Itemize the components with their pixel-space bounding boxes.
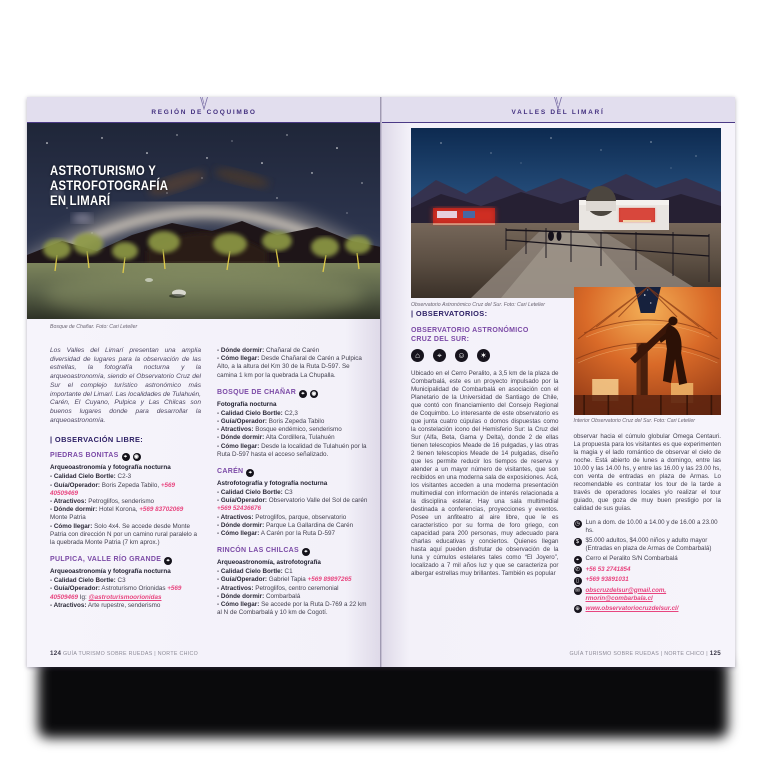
listing-title-text: PULPICA, VALLE RÍO GRANDE bbox=[50, 556, 162, 564]
milky-way-illustration bbox=[27, 123, 381, 319]
observatory-name-line1: OBSERVATORIO ASTRONÓMICO bbox=[411, 327, 529, 334]
field-value: Parque La Gallardina de Carén bbox=[264, 521, 354, 529]
field-value: Boris Zepeda Tabilo, bbox=[100, 481, 161, 489]
listing-title bbox=[50, 556, 201, 565]
globe-icon: ⊕ bbox=[575, 606, 580, 612]
clock-icon: ◷ bbox=[575, 520, 580, 527]
listing-title bbox=[217, 389, 368, 398]
listing-title bbox=[217, 468, 368, 477]
field-label: - Cómo llegar: bbox=[217, 355, 260, 363]
listing-line bbox=[217, 434, 368, 442]
field-label: - Atractivos: bbox=[217, 584, 254, 592]
astrophotography-icon: ✶ bbox=[477, 349, 490, 362]
telescope-badge-icon: ⌖ bbox=[246, 469, 254, 477]
field-label: - Cómo llegar: bbox=[50, 522, 93, 530]
field-value: Se accede por la Ruta D-769 a 22 km al N de Combarbalá y 10 km de Cogotí. bbox=[217, 601, 367, 617]
field-value: Solo 4x4. Se accede desde Monte Patria con dirección N por un camino rural paralelo a la quebrada Monte Patria (7 km aprox.) bbox=[50, 522, 198, 546]
left-page bbox=[27, 97, 381, 667]
field-label: - Calidad Cielo Bortle: bbox=[217, 489, 283, 497]
listing-line bbox=[217, 530, 368, 538]
dome-interior-caption: Interior Observatorio Cruz del Sur. Foto: Cari Letelier bbox=[573, 418, 695, 424]
listing-title bbox=[50, 452, 201, 461]
listing-line bbox=[217, 522, 368, 530]
location-pin-icon: ⌖ bbox=[574, 556, 582, 564]
field-label: - Atractivos: bbox=[217, 513, 254, 521]
telescope-badge-icon: ⌖ bbox=[122, 453, 130, 461]
website-row bbox=[574, 605, 722, 614]
phone-link[interactable]: +569 52436676 bbox=[217, 505, 261, 513]
listing-line bbox=[217, 601, 368, 617]
intro-paragraph: Los Valles del Limarí presentan una amplia diversidad de lugares para la observación de las estrellas, la fotografía nocturna y la arqueoastronomía, siendo el Observatorio Cruz del Sur el complejo turístico astronómico más importante del Limarí. Las localidades de Tulahuén, Carén, El Cuyano, Pulpica y Las Chilcas son buenos lugares donde para desarrollar la arqueoastronomía. bbox=[50, 347, 201, 424]
price-text: $5.000 adultos, $4.000 niños y adulto mayor (Entradas en plaza de Armas de Combarbalá) bbox=[585, 537, 712, 552]
listing-line bbox=[217, 593, 368, 601]
right-page-footer bbox=[570, 650, 721, 657]
hours-row bbox=[574, 519, 722, 535]
listing-line bbox=[50, 523, 201, 548]
right-col-2 bbox=[574, 287, 722, 615]
field-value: Chañaral de Carén bbox=[264, 347, 320, 354]
observatory-name-line2: CRUZ DEL SUR: bbox=[411, 336, 470, 343]
listing-line bbox=[50, 498, 201, 506]
listing-pulpica-continued bbox=[217, 347, 368, 380]
field-label: - Guía/Operador: bbox=[217, 418, 268, 426]
field-value: Petroglifos, senderismo bbox=[86, 497, 155, 505]
listing-line bbox=[217, 497, 368, 513]
listing-caren bbox=[217, 468, 368, 538]
field-label: - Dónde dormir: bbox=[217, 347, 265, 354]
price-icon: $ bbox=[574, 538, 582, 546]
field-label: - Atractivos: bbox=[50, 601, 87, 609]
mobile-row bbox=[574, 576, 722, 585]
phone-link[interactable]: +569 40509469 bbox=[50, 481, 176, 497]
field-label: - Atractivos: bbox=[50, 497, 87, 505]
telescope-icon: ⌖ bbox=[433, 349, 446, 362]
footer-text: GUÍA TURISMO SOBRE RUEDAS | NORTE CHICO | bbox=[569, 651, 708, 657]
email-row bbox=[574, 587, 722, 603]
listing-line bbox=[217, 410, 368, 418]
mobile-link[interactable]: +569 93891031 bbox=[585, 576, 629, 583]
field-value: C2-3 bbox=[115, 473, 132, 481]
telescope-badge-icon: ⌖ bbox=[302, 548, 310, 556]
address-text: Cerro el Peralito S/N Combarbalá bbox=[585, 555, 678, 562]
right-col-1 bbox=[411, 287, 559, 615]
observatory-description: Ubicado en el Cerro Peralito, a 3,5 km de la plaza de Combarbalá, este es un proyecto impulsado por la Municipalidad de Combarbalá en asociación con el Planetario de la Universidad de Santiago de Chile, que contó con financiamiento del Consejo Regional de Coquimbo. Lo interesante de este observatorio es que junta cuatro cúpulas o domos dispuestas como la constelación icono del Hemisferio Sur: la Cruz del Sur (Alfa, Beta, Gama y Delta), donde 2 de ellas tienen telescopios Meade de 16 pulgadas, y las otras 2 tienen telescopios Meade de 14 pulgadas, diseño que les permite reducir los tiempos de reserva y atender a un mayor número de visitantes, que son recibidos en una moderna sala de exposiciones. Acá, los visitantes acceden a una moderna presentación multimedial con información de interés relacionada a la disciplina estelar. Hay una sala multimedial destinada a conferencias, proyecciones y eventos. Posee un anfiteatro al aire libre, que le es característico por su forma de foro griego, con capacidad para 200 personas, muy adecuado para charlas educativas y conciertos. Quienes llegan hasta aquí pueden disfrutar de observación de la luna y cúmulos estelares tales como “El Joyero”, localizado a 7 mil años luz y que se caracteriza por albergar estrellas muy brillantes. También es popular bbox=[411, 370, 559, 577]
field-value: C1 bbox=[282, 568, 293, 576]
phone-link[interactable]: +569 40509469 bbox=[50, 585, 182, 601]
field-label: - Cómo llegar: bbox=[217, 530, 260, 538]
listing-title bbox=[217, 547, 368, 556]
listing-line bbox=[217, 585, 368, 593]
section-heading-observacion-libre: | OBSERVACIÓN LIBRE: bbox=[50, 435, 144, 445]
article-title-line2: ASTROFOTOGRAFÍA bbox=[50, 178, 169, 193]
article-title-line3: EN LIMARÍ bbox=[50, 193, 111, 208]
price-row bbox=[574, 537, 722, 553]
field-label: - Dónde dormir: bbox=[217, 592, 265, 600]
field-label: - Dónde dormir: bbox=[217, 521, 265, 529]
observatory-dome-icon: ⌂ bbox=[411, 349, 424, 362]
observatory-name bbox=[411, 326, 559, 344]
email-link-1[interactable]: obscruzdelsur@gmail.com, bbox=[585, 586, 667, 594]
visit-description: observar hacia el cúmulo globular Omega Centauri. La propuesta para los visitantes es que experimenten la magia y el lado romántico de observar el cielo de noche. Está abierto de lunes a domingo, entre las 10.00 y las 14.00 hs, y entre las 16.00 y las 23.00 hs, con venta de entradas en plaza de Armas. Lo recomendable es contratar los tour de la tarde a través de operadores locales y/o realizar el tour guiado, que goza de muy buen prestigio por la calidad de sus guías. bbox=[573, 433, 721, 512]
field-value: Arte rupestre, senderismo bbox=[86, 601, 161, 609]
right-page-columns bbox=[411, 287, 721, 615]
listing-title-text: CARÉN bbox=[217, 468, 244, 476]
field-label: - Dónde dormir: bbox=[217, 434, 265, 442]
field-value: Desde la localidad de Tulahuén por la Ruta D-597 hasta el acceso señalizado. bbox=[217, 442, 367, 458]
book-drop-shadow bbox=[38, 658, 728, 738]
email-icon: ✉ bbox=[575, 588, 580, 594]
website-link[interactable]: www.observatoriocruzdelsur.cl/ bbox=[585, 604, 679, 612]
field-value: Gabriel Tapia bbox=[267, 576, 308, 584]
listing-subtitle: Astrofotografía y fotografía nocturna bbox=[217, 480, 328, 488]
field-value: A Carén por la Ruta D-597 bbox=[259, 530, 335, 538]
observatory-photo-caption: Observatorio Astronómico Cruz del Sur. Foto: Cari Letelier bbox=[411, 302, 545, 308]
left-col-1 bbox=[50, 347, 201, 626]
field-value: C2,3 bbox=[282, 409, 298, 417]
field-value: Ig: bbox=[78, 593, 89, 601]
header-rule bbox=[381, 122, 735, 123]
field-label: - Atractivos: bbox=[217, 426, 254, 434]
listing-title-text: BOSQUE DE CHAÑAR bbox=[217, 388, 297, 396]
listing-line bbox=[50, 577, 201, 585]
listing-subtitle: Arqueoastronomía, astrofotografía bbox=[217, 559, 321, 567]
section-heading-observatorios: | OBSERVATORIOS: bbox=[411, 309, 488, 318]
listing-line bbox=[217, 568, 368, 576]
email-links bbox=[586, 587, 722, 603]
footer-text: GUÍA TURISMO SOBRE RUEDAS | NORTE CHICO bbox=[63, 651, 199, 657]
book-gutter bbox=[380, 97, 382, 667]
field-value: Desde Chañaral de Carén a Pulpica Alto, a la altura del Km 30 de la Ruta D-597. Se camina 1 km por la quebrada La Chupalla. bbox=[217, 355, 362, 379]
left-page-footer bbox=[50, 650, 198, 657]
listing-line bbox=[217, 355, 368, 380]
instagram-link[interactable]: @astroturismoorionidas bbox=[88, 593, 162, 601]
field-label: - Calidad Cielo Bortle: bbox=[50, 577, 116, 585]
listing-line bbox=[217, 489, 368, 497]
listing-line bbox=[50, 602, 201, 610]
field-value: Astroturismo Orionidas bbox=[100, 585, 168, 593]
guided-tour-icon: ☺ bbox=[455, 349, 468, 362]
camera-badge-icon: ◉ bbox=[133, 454, 140, 461]
listing-rincon-las-chilcas bbox=[217, 547, 368, 617]
field-label: - Cómo llegar: bbox=[217, 442, 260, 450]
field-value: Hotel Korona, bbox=[97, 506, 140, 514]
listing-subtitle: Arqueoastronomía y fotografía nocturna bbox=[50, 464, 171, 472]
listing-line bbox=[217, 576, 368, 584]
field-label: - Guía/Operador: bbox=[217, 497, 268, 505]
activity-icons bbox=[411, 349, 559, 362]
field-label: - Guía/Operador: bbox=[50, 481, 101, 489]
listing-subtitle: Fotografía nocturna bbox=[217, 400, 277, 408]
hours-text: Lun a dom. de 10.00 a 14.00 y de 16.00 a 23.00 hs. bbox=[585, 519, 718, 534]
email-link-2[interactable]: rmorin@combarbala.cl bbox=[585, 594, 653, 602]
mobile-phone-icon: ▯ bbox=[574, 577, 582, 585]
observatory-photo bbox=[411, 128, 721, 298]
field-label: - Guía/Operador: bbox=[50, 585, 101, 593]
listing-line bbox=[217, 347, 368, 355]
listing-subtitle: Arqueoastronomía y fotografía nocturna bbox=[50, 568, 171, 576]
field-value: Observatorio Valle del Sol de carén bbox=[267, 497, 368, 505]
telescope-badge-icon: ⌖ bbox=[299, 390, 307, 398]
hero-photo-caption: Bosque de Chañar. Foto: Cari Letelier bbox=[50, 324, 138, 330]
phone-icon: ✆ bbox=[575, 567, 580, 573]
listing-line bbox=[217, 418, 368, 426]
left-page-columns bbox=[50, 347, 368, 626]
contact-info-block bbox=[574, 519, 722, 613]
telescope-badge-icon: ⌖ bbox=[164, 557, 172, 565]
listing-line bbox=[217, 514, 368, 522]
listing-line bbox=[50, 473, 201, 481]
listing-line bbox=[50, 482, 201, 498]
field-value: C3 bbox=[282, 489, 293, 497]
field-label: - Calidad Cielo Bortle: bbox=[50, 473, 116, 481]
left-running-header: REGIÓN DE COQUIMBO bbox=[151, 109, 257, 116]
article-title-line1: ASTROTURISMO Y bbox=[50, 163, 157, 178]
listing-piedras-bonitas bbox=[50, 452, 201, 547]
field-label: - Dónde dormir: bbox=[50, 506, 98, 514]
field-value: Bosque endémico, senderismo bbox=[253, 426, 342, 434]
field-value: Monte Patria bbox=[50, 514, 86, 522]
field-label: - Calidad Cielo Bortle: bbox=[217, 409, 283, 417]
listing-line bbox=[217, 443, 368, 459]
field-value: C3 bbox=[115, 577, 126, 585]
field-value: Boris Zepeda Tabilo bbox=[267, 418, 325, 426]
listing-bosque-de-chanar bbox=[217, 389, 368, 459]
right-page-header-strip bbox=[381, 97, 735, 122]
page-number: 125 bbox=[709, 650, 721, 657]
field-value: Petroglifos, parque, observatorio bbox=[253, 513, 347, 521]
field-value: Petroglifos, centro ceremonial bbox=[253, 584, 339, 592]
listing-pulpica bbox=[50, 556, 201, 610]
field-label: - Cómo llegar: bbox=[217, 601, 260, 609]
listing-title-text: PIEDRAS BONITAS bbox=[50, 452, 119, 460]
listing-title-text: RINCÓN LAS CHILCAS bbox=[217, 547, 300, 555]
field-value: Combarbalá bbox=[264, 592, 301, 600]
listing-line bbox=[50, 585, 201, 601]
field-label: - Guía/Operador: bbox=[217, 576, 268, 584]
left-page-header-strip bbox=[27, 97, 381, 122]
phone-link[interactable]: +56 53 2741854 bbox=[585, 565, 631, 573]
right-page bbox=[381, 97, 735, 667]
phone-link[interactable]: +569 83702069 bbox=[139, 506, 184, 514]
listing-line bbox=[217, 426, 368, 434]
left-col-2 bbox=[217, 347, 368, 626]
field-label: - Calidad Cielo Bortle: bbox=[217, 568, 283, 576]
dome-interior-illustration bbox=[574, 287, 722, 415]
hero-photo-milky-way bbox=[27, 123, 381, 319]
phone-link[interactable]: +569 89897265 bbox=[307, 576, 352, 584]
address-row bbox=[574, 555, 722, 564]
phone-row bbox=[574, 566, 722, 575]
dome-interior-photo bbox=[574, 287, 722, 415]
article-title bbox=[50, 163, 168, 208]
page-number: 124 bbox=[50, 650, 62, 657]
field-value: Alta Cordillera, Tulahuén bbox=[264, 434, 335, 442]
observatory-illustration bbox=[411, 128, 721, 298]
right-running-header: VALLES DEL LIMARÍ bbox=[511, 109, 605, 116]
listing-line bbox=[50, 506, 201, 522]
camera-badge-icon: ◉ bbox=[311, 390, 317, 397]
